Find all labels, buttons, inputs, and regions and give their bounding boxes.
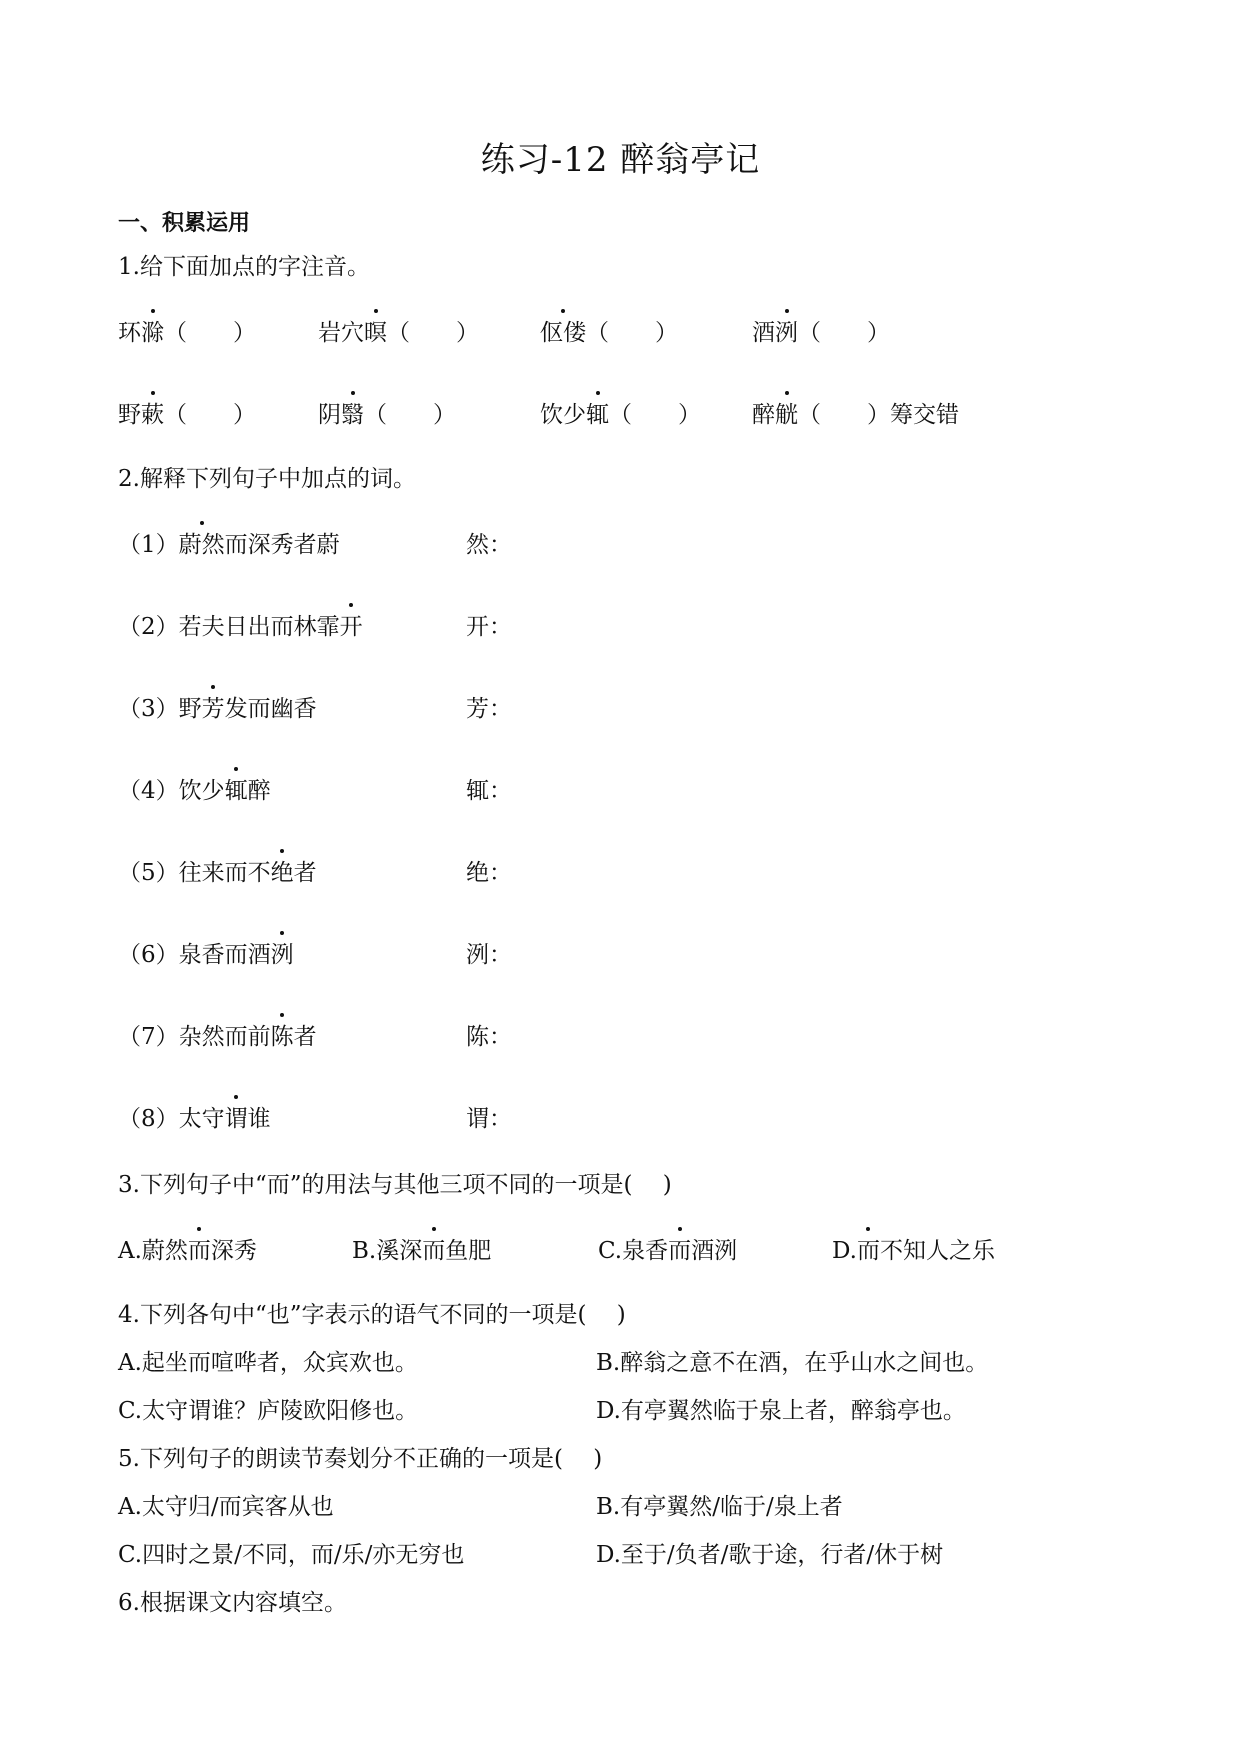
definition-word: 然：	[466, 532, 512, 558]
option-item: B.有亭翼然/临于/泉上者	[596, 1494, 843, 1520]
option-item: A.太守归/而宾客从也	[118, 1494, 334, 1520]
pinyin-item: 阴翳（ ）	[318, 402, 456, 428]
definition-word: 陈：	[466, 1024, 512, 1050]
option-item: C.四时之景/不同，而/乐/亦无穷也	[118, 1542, 465, 1568]
definition-item: （8）太守谓谁	[118, 1106, 271, 1132]
definition-word: 绝：	[466, 860, 512, 886]
option-item: D.至于/负者/歌于途，行者/休于树	[596, 1542, 944, 1568]
option-item: C.泉香而酒洌	[598, 1238, 738, 1264]
pinyin-item: 野蔌（ ）	[118, 402, 256, 428]
pinyin-item: 酒洌（ ）	[752, 320, 890, 346]
section-heading: 一、积累运用	[118, 211, 251, 236]
pinyin-item: 岩穴暝（ ）	[318, 320, 479, 346]
definition-item: （6）泉香而酒洌	[118, 942, 294, 968]
option-item: A.起坐而喧哗者，众宾欢也。	[118, 1350, 418, 1376]
pinyin-item: 环滁（ ）	[118, 320, 256, 346]
question-6-stem: 6.根据课文内容填空。	[118, 1590, 347, 1616]
question-3-stem: 3.下列句子中“而”的用法与其他三项不同的一项是( )	[118, 1172, 672, 1198]
page-title: 练习-12 醉翁亭记	[480, 140, 761, 180]
option-item: D.有亭翼然临于泉上者，醉翁亭也。	[596, 1398, 966, 1424]
definition-word: 谓：	[466, 1106, 512, 1132]
option-item: B.溪深而鱼肥	[352, 1238, 492, 1264]
definition-item: （2）若夫日出而林霏开	[118, 614, 363, 640]
option-item: B.醉翁之意不在酒，在乎山水之间也。	[596, 1350, 989, 1376]
definition-item: （1）蔚然而深秀者蔚	[118, 532, 340, 558]
question-2-stem: 2.解释下列句子中加点的词。	[118, 466, 416, 492]
option-item: A.蔚然而深秀	[118, 1238, 257, 1264]
definition-word: 芳：	[466, 696, 512, 722]
option-item: C.太守谓谁？庐陵欧阳修也。	[118, 1398, 419, 1424]
definition-word: 开：	[466, 614, 512, 640]
pinyin-item: 饮少辄（ ）	[540, 402, 701, 428]
question-1-stem: 1.给下面加点的字注音。	[118, 254, 370, 280]
definition-item: （7）杂然而前陈者	[118, 1024, 317, 1050]
pinyin-item: 伛偻（ ）	[540, 320, 678, 346]
definition-item: （4）饮少辄醉	[118, 778, 271, 804]
definition-item: （3）野芳发而幽香	[118, 696, 317, 722]
definition-item: （5）往来而不绝者	[118, 860, 317, 886]
question-4-stem: 4.下列各句中“也”字表示的语气不同的一项是( )	[118, 1302, 626, 1328]
pinyin-item: 醉觥（ ）筹交错	[752, 402, 959, 428]
definition-word: 洌：	[466, 942, 512, 968]
definition-word: 辄：	[466, 778, 512, 804]
question-5-stem: 5.下列句子的朗读节奏划分不正确的一项是( )	[118, 1446, 603, 1472]
option-item: D.而不知人之乐	[832, 1238, 995, 1264]
